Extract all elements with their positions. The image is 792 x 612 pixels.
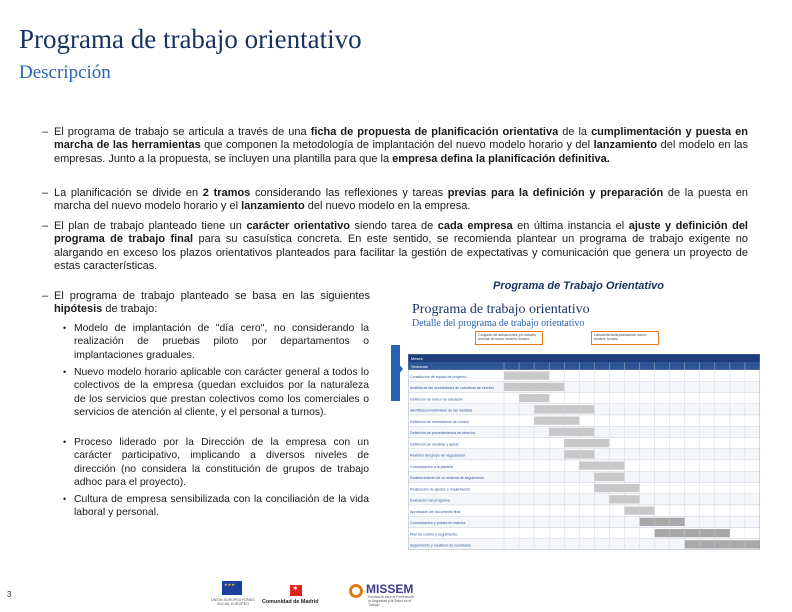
bold-run: lanzamiento xyxy=(241,200,305,213)
gantt-bar xyxy=(504,372,549,380)
gantt-weeks-label: Semanas xyxy=(411,364,428,369)
text-run: de trabajo: xyxy=(102,303,158,316)
gantt-bar xyxy=(534,417,579,425)
hypothesis-item: • Proceso liderado por la Dirección de la empresa con un carácter participativo, implicando a diversos niveles de dirección (no considera la constitución de grupos de trabajo adhoc para el proyecto). xyxy=(63,437,369,488)
bold-run: ajuste y definición del programa de trabajo final xyxy=(54,220,748,246)
figure-subtitle: Detalle del programa de trabajo orientativo xyxy=(412,318,585,329)
bold-run: empresa defina la planificación definitiva. xyxy=(392,152,610,165)
gantt-bar xyxy=(655,529,730,537)
bold-run: carácter orientativo xyxy=(246,220,350,232)
hypothesis-item: • Cultura de empresa sensibilizada con la conciliación de la vida laboral y personal. xyxy=(63,494,369,519)
gantt-header-weeks xyxy=(408,362,760,370)
missem-logo-text: MISSEM xyxy=(366,582,414,596)
gantt-task-label: Constitución de equipo de proyecto xyxy=(410,374,467,379)
gantt-task-label: Plan de control y seguimiento xyxy=(410,532,458,537)
page-number: 3 xyxy=(7,590,12,599)
gantt-bar xyxy=(579,462,624,470)
text-run: considerando las reflexiones y tareas xyxy=(250,187,448,199)
bold-run: lanzamiento xyxy=(593,139,658,152)
bold-run: hipótesis xyxy=(54,303,103,316)
text-run: El programa de trabajo se articula a través de una xyxy=(54,126,311,138)
hypothesis-item: • Modelo de implantación de "día cero", no considerando la realización de pruebas piloto por departamentos o implantaciones graduales. xyxy=(63,323,369,361)
gantt-svg xyxy=(408,354,760,550)
gantt-header-months xyxy=(408,354,760,362)
missem-logo-icon xyxy=(349,584,363,598)
bold-run: 2 tramos xyxy=(202,187,251,199)
text-run: del modelo en las empresas. Junto a la propuesta, se incluyen una plantilla para que la xyxy=(54,139,749,165)
bullet-orientative-nature: – El plan de trabajo planteado tiene un carácter orientativo siendo tarea de cada empresa en última instancia el ajuste y definición del programa de trabajo final para su casuística concreta. En este sentido, se recomienda plantear un programa de trabajo exigente no alargando en exceso los plazos orientativos planteados para facilitar la gestión de expectativas y comunicación que genera un proyecto de estas características. xyxy=(42,220,748,272)
gantt-task-label: Revisión del grupo de negociación xyxy=(410,453,465,458)
gantt-bar xyxy=(594,484,639,492)
gantt-task-label: Aprobación del documento final xyxy=(410,509,461,514)
gantt-header-label: Meses xyxy=(411,356,423,361)
eu-logo-text: UNIÓN EUROPEA FONDO SOCIAL EUROPEO xyxy=(211,598,255,606)
text-run: del nuevo modelo en la empresa. xyxy=(304,200,471,213)
gantt-task-label: Definición de mecanismos de control xyxy=(410,419,469,424)
figure-callout-phase-2: Lanzamiento/implantación nuevo modelo horario xyxy=(591,331,659,345)
gantt-task-label: Definición de marco de actuación xyxy=(410,397,464,402)
gantt-task-label: Comunicación y puesta en marcha xyxy=(410,521,466,526)
gantt-task-label: Realización de ajustes e implantación xyxy=(410,487,471,492)
text-run: que componen la metodología de implantación del nuevo modelo horario y del xyxy=(200,139,594,152)
page-title: Programa de trabajo orientativo xyxy=(19,24,362,54)
hypothesis-item: • Nuevo modelo horario aplicable con carácter general a todos lo colectivos de la empresa (quedan excluidos por la naturaleza de los servicios que prestan colectivos como los comerciales o servicios de atención al cliente, y el personal a turnos). xyxy=(63,367,369,418)
gantt-bar xyxy=(564,439,609,447)
gantt-bar xyxy=(549,428,594,436)
gantt-task-label: Definición de medidas y ajuste xyxy=(410,442,459,447)
gantt-grid xyxy=(408,354,760,550)
figure-arrow-icon xyxy=(397,362,403,376)
bold-run: cada empresa xyxy=(437,220,513,232)
figure-caption: Programa de Trabajo Orientativo xyxy=(493,280,664,292)
text-run: de la xyxy=(558,126,592,138)
gantt-row xyxy=(408,494,760,505)
page-subtitle: Descripción xyxy=(19,62,111,83)
gantt-row xyxy=(408,505,760,516)
bold-run: cumplimentación y puesta en marcha de las herramientas xyxy=(54,126,748,152)
gantt-task-label: Establecimiento de un sistema de seguimiento xyxy=(410,476,485,481)
eu-flag-icon xyxy=(222,581,242,595)
gantt-task-label: Seguimiento y medición de resultados xyxy=(410,543,471,548)
bold-run: previas para la definición y preparación xyxy=(447,187,664,199)
bullet-planning-sheet: – El programa de trabajo se articula a través de una ficha de propuesta de planificación orientativa de la cumplimentación y puesta en marcha de las herramientas que componen la metodología de implantación del nuevo modelo horario y del lanzamiento del modelo en las empresas. Junto a la propuesta, se incluyen una plantilla para que la empresa defina la planificación definitiva. xyxy=(42,126,749,165)
gantt-task-label: Identificación/definición de las medidas xyxy=(410,408,473,413)
comunidad-madrid-logo-text: Comunidad de Madrid xyxy=(262,599,319,605)
text-run: El programa de trabajo planteado se basa en las siguientes xyxy=(54,290,370,302)
gantt-task-label: Evaluación del programa xyxy=(410,498,450,503)
gantt-task-label: Definición de procedimientos de relación xyxy=(410,431,475,436)
gantt-task-label: Análisis de las necesidades de colectivos de servicio xyxy=(410,386,495,391)
bullet-two-phases: – La planificación se divide en 2 tramos considerando las reflexiones y tareas previas para la definición y preparación de la puesta en marcha del nuevo modelo horario y el lanzamiento del nuevo modelo en la empresa. xyxy=(42,187,748,213)
text-run: en última instancia el xyxy=(512,220,629,232)
work-program-figure xyxy=(405,298,767,554)
bold-run: ficha de propuesta de planificación orientativa xyxy=(310,126,559,138)
gantt-bar xyxy=(640,518,685,526)
comunidad-madrid-logo-icon xyxy=(290,585,302,596)
missem-logo-subtext: Fundación para el Fomento de la Seguridad y la Salud en el Trabajo xyxy=(368,595,415,607)
text-run: siendo tarea de xyxy=(350,220,438,232)
figure-callout-phase-1: Conjunto de actuaciones y/o estudio previas al nuevo modelo horario xyxy=(475,331,543,345)
text-run: El plan de trabajo planteado tiene un xyxy=(54,220,247,232)
gantt-task-label: Comunicación a la plantilla xyxy=(410,464,453,469)
bullet-hypotheses-intro: – El programa de trabajo planteado se basa en las siguientes hipótesis de trabajo: xyxy=(42,290,370,316)
gantt-bar xyxy=(685,540,760,548)
figure-title: Programa de trabajo orientativo xyxy=(412,302,590,317)
text-run: para su casuística concreta. En este sentido, se recomienda plantear un programa de trabajo exigente no alargando en exceso los plazos orientativos planteados para facilitar la gestión de expectativas y comunicación que genera un proyecto de estas características. xyxy=(54,233,748,272)
text-run: La planificación se divide en xyxy=(54,187,203,199)
text-run: de la puesta en marcha del nuevo modelo horario y el xyxy=(54,187,748,213)
